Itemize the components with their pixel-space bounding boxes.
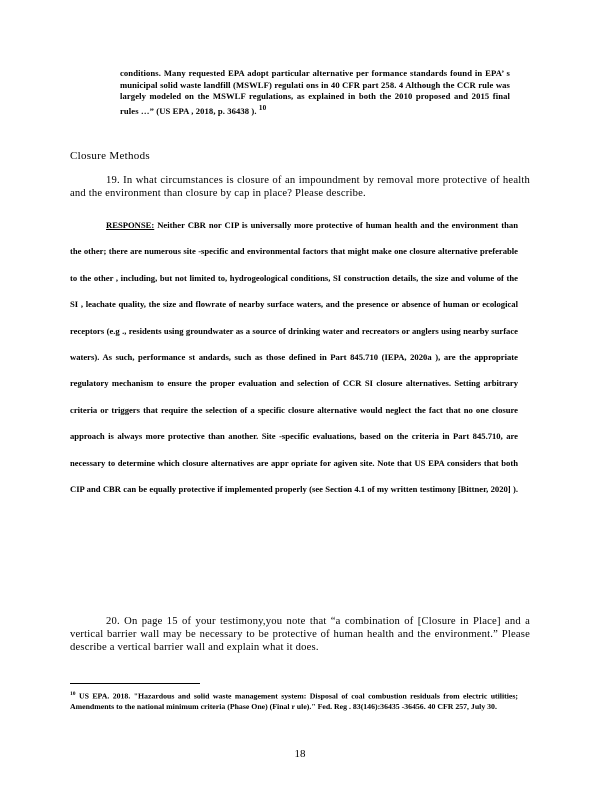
block-quote-text: conditions. Many requested EPA adopt particular alternative per formance standards found in EPA’ s municipal solid waste landfill (MSWLF) regulati ons in 40 CFR part 258. 4 Although the CCR rule was largely modeled on the MSWLF regulations, as explained in both the 2010 proposed and 2015 final rules …” (US EPA , 2018, p. 36438 ). xyxy=(120,68,510,116)
question-20 xyxy=(70,615,530,654)
footnote xyxy=(70,689,518,713)
page-number: 18 xyxy=(294,748,306,760)
block-quote xyxy=(120,68,510,117)
section-heading: Closure Methods xyxy=(70,150,150,162)
response-label: RESPONSE: xyxy=(106,220,155,230)
footnote-reference: 10 xyxy=(258,103,267,112)
question-19 xyxy=(70,174,530,200)
response-paragraph xyxy=(70,212,518,502)
footnote-number: 10 xyxy=(70,691,76,697)
question-20-text: 20. On page 15 of your testimony,you note that “a combination of [Closure in Place] and a vertical barrier wall may be necessary to be protective of human health and the environment.” Please describe a vertical barrier wall and explain what it does. xyxy=(70,616,530,653)
response-text: Neither CBR nor CIP is universally more protective of human health and the environment than the other; there are numerous site -specific and environmental factors that might make one closure alternative preferable to the other , including, but not limited to, hydrogeological conditions, SI construction details, the size and volume of the SI , leachate quality, the size and flowrate of nearby surface waters, and the presence or absence of human or ecological receptors (e.g ., residents using groundwater as a source of drinking water and recreators or anglers using nearby surface waters). As such, performance st andards, such as those defined in Part 845.710 (IEPA, 2020a ), are the appropriate regulatory mechanism to ensure the proper evaluation and selection of CCR SI closure alternatives. Setting arbitrary criteria or triggers that require the selection of a specific closure alternative would neglect the fact that no one closure approach is always more protective than another. Site -specific evaluations, based on the criteria in Part 845.710, are necessary to determine which closure alternatives are appr opriate for agiven site. Note that US EPA considers that both CIP and CBR can be equally protective if implemented properly (see Section 4.1 of my written testimony [Bittner, 2020] ). xyxy=(70,220,518,495)
footnote-divider xyxy=(70,683,200,684)
question-19-text: 19. In what circumstances is closure of an impoundment by removal more protective of health and the environment than closure by cap in place? Please describe. xyxy=(70,175,530,199)
footnote-text: US EPA. 2018. "Hazardous and solid waste management system: Disposal of coal combustion residuals from electric utilities; Amendments to the national minimum criteria (Phase One) (Final r ule)." Fed. Reg . 83(146):36435 -36456. 40 CFR 257, July 30. xyxy=(70,691,518,712)
